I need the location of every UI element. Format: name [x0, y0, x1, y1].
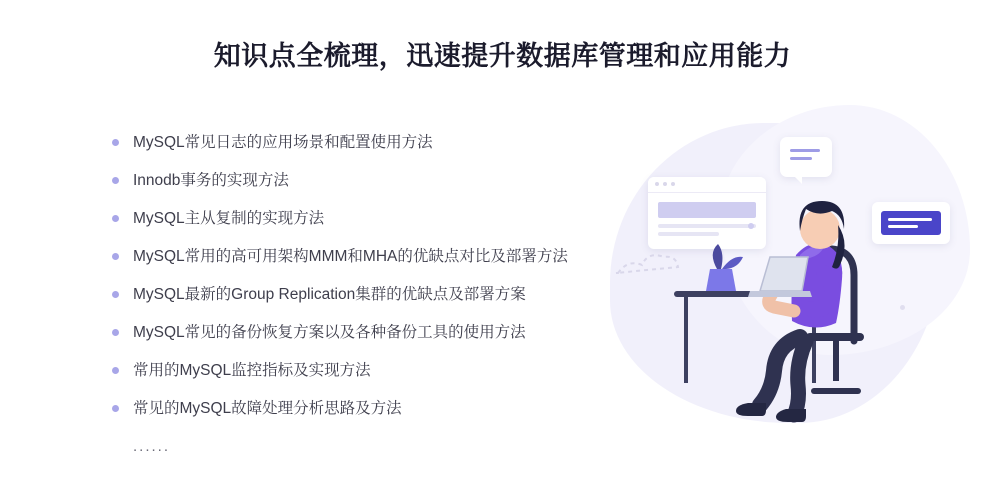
list-item [106, 399, 626, 437]
bullet-dot-icon [112, 215, 119, 222]
cloud-icon [616, 255, 678, 273]
list-item [106, 209, 626, 247]
woman-working-on-laptop-illustration [600, 105, 1000, 485]
person-shoe [736, 403, 766, 416]
list-item [106, 323, 626, 361]
list-item-label: MySQL主从复制的实现方法 [133, 210, 325, 227]
list-item-label: 常见的MySQL故障处理分析思路及方法 [133, 400, 402, 417]
person-shoe [776, 409, 806, 422]
desk-leg [684, 297, 688, 383]
plant-leaf [713, 244, 723, 269]
list-item [106, 171, 626, 209]
bullet-dot-icon [112, 177, 119, 184]
page-title: 知识点全梳理，迅速提升数据库管理和应用能力 [213, 41, 792, 71]
bullet-dot-icon [112, 367, 119, 374]
plant-leaf [722, 257, 743, 269]
laptop-screen [760, 257, 808, 291]
bullet-dot-icon [112, 405, 119, 412]
list-item [106, 133, 626, 171]
list-item-label: MySQL常用的高可用架构MMM和MHA的优缺点对比及部署方法 [133, 248, 568, 265]
person-leg [794, 341, 806, 415]
bullet-dot-icon [112, 291, 119, 298]
person-head [800, 209, 840, 249]
list-item-label: ...... [133, 438, 171, 455]
plant-pot [706, 269, 736, 291]
person-at-desk-graphic [600, 105, 1000, 485]
list-item [106, 247, 626, 285]
list-item-label: Innodb事务的实现方法 [133, 172, 289, 189]
list-item-ellipsis [106, 437, 626, 475]
list-item-label: 常用的MySQL监控指标及实现方法 [133, 362, 371, 379]
list-item-label: MySQL常见的备份恢复方案以及各种备份工具的使用方法 [133, 324, 526, 341]
knowledge-point-list [106, 133, 626, 475]
list-item-label: MySQL常见日志的应用场景和配置使用方法 [133, 134, 433, 151]
bullet-dot-icon [112, 139, 119, 146]
floor-line [630, 432, 930, 434]
chair-seat [806, 333, 864, 341]
list-item-label: MySQL最新的Group Replication集群的优缺点及部署方案 [133, 286, 526, 303]
bullet-dot-icon [112, 329, 119, 336]
laptop-base [748, 291, 812, 297]
bullet-dot-icon [112, 253, 119, 260]
list-item [106, 285, 626, 323]
list-item [106, 361, 626, 399]
